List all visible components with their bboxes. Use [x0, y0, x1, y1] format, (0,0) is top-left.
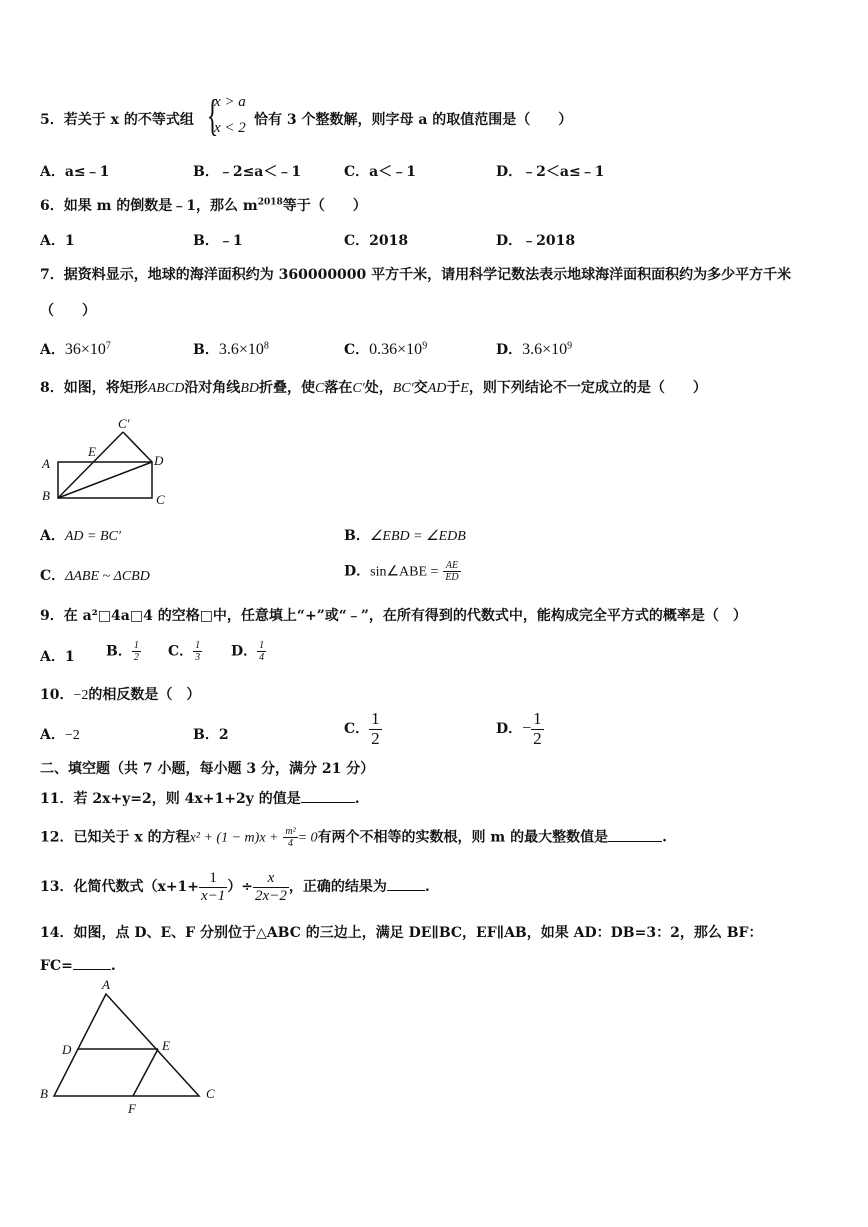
q9-option-d-fraction [257, 640, 266, 663]
q7-option-d [496, 339, 572, 359]
q9-option-b-den: 2 [133, 652, 139, 663]
q6-stem-b: 等于（ ） [282, 198, 367, 214]
q14-stem: 14．如图，点 D、E、F 分别位于△ABC 的三边上，满足 DE∥BC，EF∥AB，如果 AD：DB=3：2，那么 BF： [40, 925, 763, 941]
section-2-heading: 二、填空题（共 7 小题，每小题 3 分，满分 21 分） [40, 761, 375, 777]
q5-option-b: B．﹣2≤a＜﹣1 [193, 164, 302, 180]
q5-tail: 恰有 3 个整数解，则字母 a 的取值范围是（ ） [254, 112, 573, 128]
q13-end: . [424, 879, 430, 895]
q6-option-d: D．﹣2018 [496, 233, 576, 249]
q8-s6: 于 [446, 380, 461, 396]
q5-lead: 5．若关于 x 的不等式组 [40, 112, 194, 128]
q7-option-b-exp: 8 [263, 340, 269, 352]
q12-stem-a: 12．已知关于 x 的方程 [40, 829, 190, 846]
q8-option-d [344, 560, 461, 583]
q9-option-d-num: 1 [259, 640, 265, 651]
q8-e: E [460, 381, 469, 396]
q10-option-a-label: A． [40, 727, 65, 743]
q13-fraction-2-num: x [253, 870, 289, 888]
q6-exponent: 2018 [257, 197, 283, 208]
q8-option-d-text: sin∠ABE = [370, 564, 439, 580]
q7-option-d-base: 3.6×10 [522, 341, 568, 358]
q12-end: . [662, 829, 667, 846]
q8-option-d-fraction [443, 560, 460, 583]
q9-option-a: A．1 [40, 649, 75, 665]
q14-end: . [110, 958, 116, 974]
q8-option-a [40, 525, 121, 545]
q10-option-d-sign: − [522, 720, 532, 738]
q8-option-d-label: D． [344, 563, 371, 580]
q8-s4: 处， [364, 380, 393, 396]
q7-stem: 7．据资料显示，地球的海洋面积约为 360000000 平方千米，请用科学记数法表示地球海洋面积面积约为多少平方千米 [40, 267, 792, 283]
q14-line-2 [40, 957, 116, 974]
q9-option-c-den: 3 [195, 652, 201, 663]
q9-option-b-label: B． [106, 643, 132, 660]
q5-brace: { [206, 91, 219, 140]
q8-label-e: E [88, 444, 96, 459]
q6-option-b: B．﹣1 [193, 233, 243, 249]
q7-option-b-base: 3.6×10 [218, 341, 264, 358]
q9-option-d-label: D． [231, 643, 258, 660]
q12-stem-b: 有两个不相等的实数根，则 m 的最大整数值是 [317, 829, 609, 846]
q7-option-c-base: 0.36×10 [369, 341, 423, 358]
q9-option-d [231, 640, 266, 663]
q8-option-d-num: AE [443, 560, 460, 572]
q10-option-c-num: 1 [371, 709, 380, 728]
q8-c: C [314, 381, 325, 396]
q7-option-a-base: 36×10 [64, 341, 106, 358]
q12-fraction-num: m² [285, 826, 296, 837]
q11-answer-blank[interactable] [301, 790, 355, 803]
q5-stem [40, 109, 194, 129]
q7-option-a [40, 339, 111, 359]
q13-fraction-1 [199, 870, 227, 904]
q14-line-2-text: FC= [40, 958, 73, 974]
q8-stem-a: 8．如图，将矩形 [40, 380, 148, 396]
q8-bd: BD [240, 381, 259, 396]
q10-option-b: B．2 [193, 727, 229, 743]
q12-equation-a: x² + (1 − m)x + [189, 830, 279, 846]
q13-fraction-1-den: x−1 [201, 887, 226, 904]
q8-option-c-label: C． [40, 568, 66, 584]
q10-stem-b: 的相反数是（ ） [88, 687, 201, 703]
q14-label-f: F [128, 1101, 136, 1116]
q9-option-d-den: 4 [259, 652, 265, 663]
q8-s7: ，则下列结论不一定成立的是（ ） [468, 380, 707, 396]
q14-label-d: D [62, 1042, 72, 1057]
q6-option-c: C．2018 [344, 233, 409, 249]
q6-stem-a: 6．如果 m 的倒数是﹣1，那么 m [40, 198, 258, 214]
q8-option-a-label: A． [40, 528, 65, 544]
q8-label-cprime: C′ [118, 416, 130, 431]
q11-stem [40, 788, 360, 808]
q8-s3: 落在 [324, 380, 353, 396]
q10-option-d-fraction [531, 710, 544, 748]
q8-option-b-label: B． [344, 528, 370, 544]
q10-option-c [344, 710, 382, 748]
q7-paren: （ ） [40, 303, 96, 319]
q13-answer-blank[interactable] [387, 878, 425, 891]
q9-option-c-num: 1 [195, 640, 201, 651]
q8-option-d-den: ED [445, 572, 459, 583]
q13-fraction-2-den: 2x−2 [255, 887, 287, 904]
q12-equation-b: = 0 [297, 830, 318, 846]
q8-option-c-text: ΔABE ~ ΔCBD [65, 569, 150, 584]
q8-s5: 交 [413, 380, 428, 396]
q13-stem-a: 13．化简代数式（x+1+ [40, 879, 200, 895]
q9-option-c-fraction [193, 640, 202, 663]
q8-ad: AD [427, 381, 447, 396]
q11-end: . [354, 791, 360, 807]
q8-s2: 折叠，使 [258, 380, 315, 396]
q7-option-a-label: A． [40, 342, 65, 358]
q10-option-c-den: 2 [371, 728, 380, 748]
q12-stem [40, 826, 667, 849]
q8-label-a: A [42, 456, 50, 471]
q10-option-d-label: D． [496, 721, 523, 738]
q10-option-d-num: 1 [533, 709, 542, 728]
q12-answer-blank[interactable] [608, 829, 662, 842]
q10-stem [40, 684, 200, 704]
q8-cprime: C′ [352, 381, 365, 396]
q8-option-c [40, 565, 150, 585]
q8-bcprime: BC′ [392, 381, 414, 396]
q13-fraction-1-num: 1 [199, 870, 227, 888]
q8-option-b-text: ∠EBD = ∠EDB [369, 529, 466, 544]
q10-option-d [496, 710, 544, 748]
q10-option-d-den: 2 [533, 728, 542, 748]
q14-label-b: B [40, 1086, 48, 1101]
q11-stem-text: 11．若 2x+y=2，则 4x+1+2y 的值是 [40, 791, 301, 807]
q6-stem [40, 195, 367, 215]
q10-option-c-fraction [369, 710, 382, 748]
q6-option-a: A．1 [40, 233, 75, 249]
q12-fraction-den: 4 [287, 838, 293, 849]
q8-stem [40, 377, 707, 397]
q7-option-c-exp: 9 [422, 340, 428, 352]
q7-option-a-exp: 7 [105, 340, 111, 352]
q13-stem [40, 870, 430, 904]
q10-option-a [40, 724, 80, 744]
q9-option-b-num: 1 [133, 640, 139, 651]
q9-option-b-fraction [132, 640, 141, 663]
q7-option-d-exp: 9 [567, 340, 573, 352]
q5-option-a: A．a≤﹣1 [40, 164, 110, 180]
q13-stem-b: ，正确的结果为 [288, 879, 387, 895]
q9-option-c-label: C． [168, 643, 194, 660]
q9-stem: 9．在 a²□4a□4 的空格□中，任意填上“+”或“﹣”，在所有得到的代数式中，能构成完全平方式的概率是（ ） [40, 608, 747, 624]
q10-option-c-label: C． [344, 721, 370, 738]
q8-label-b: B [42, 488, 50, 503]
q13-mid: ）÷ [227, 879, 254, 895]
q8-label-c: C [156, 492, 165, 507]
q14-figure [36, 976, 226, 1116]
q9-option-c [168, 640, 202, 663]
q5-system-top: x > a [214, 94, 246, 110]
q8-s1: 沿对角线 [184, 380, 241, 396]
q7-option-b-label: B． [193, 342, 219, 358]
q5-option-d: D．﹣2＜a≤﹣1 [496, 164, 605, 180]
q13-fraction-2 [253, 870, 289, 904]
q10-option-a-text: −2 [64, 728, 80, 743]
q14-label-e: E [162, 1038, 170, 1053]
q8-abcd: ABCD [147, 381, 185, 396]
q5-system-bottom: x < 2 [214, 120, 246, 136]
q7-option-b [193, 339, 269, 359]
q8-option-b [344, 525, 466, 545]
q7-option-d-label: D． [496, 342, 523, 358]
q8-label-d: D [154, 453, 164, 468]
q8-figure [38, 412, 178, 512]
q14-label-c: C [206, 1086, 215, 1101]
q14-label-a: A [102, 977, 110, 992]
q7-option-c [344, 339, 427, 359]
q10-stem-value: −2 [73, 688, 89, 703]
q12-equation-fraction [283, 826, 297, 849]
q8-option-a-text: AD = BC′ [64, 529, 121, 544]
q14-answer-blank[interactable] [73, 957, 111, 970]
q5-option-c: C．a＜﹣1 [344, 164, 416, 180]
q9-option-b [106, 640, 141, 663]
q10-stem-a: 10． [40, 687, 74, 703]
q7-option-c-label: C． [344, 342, 370, 358]
